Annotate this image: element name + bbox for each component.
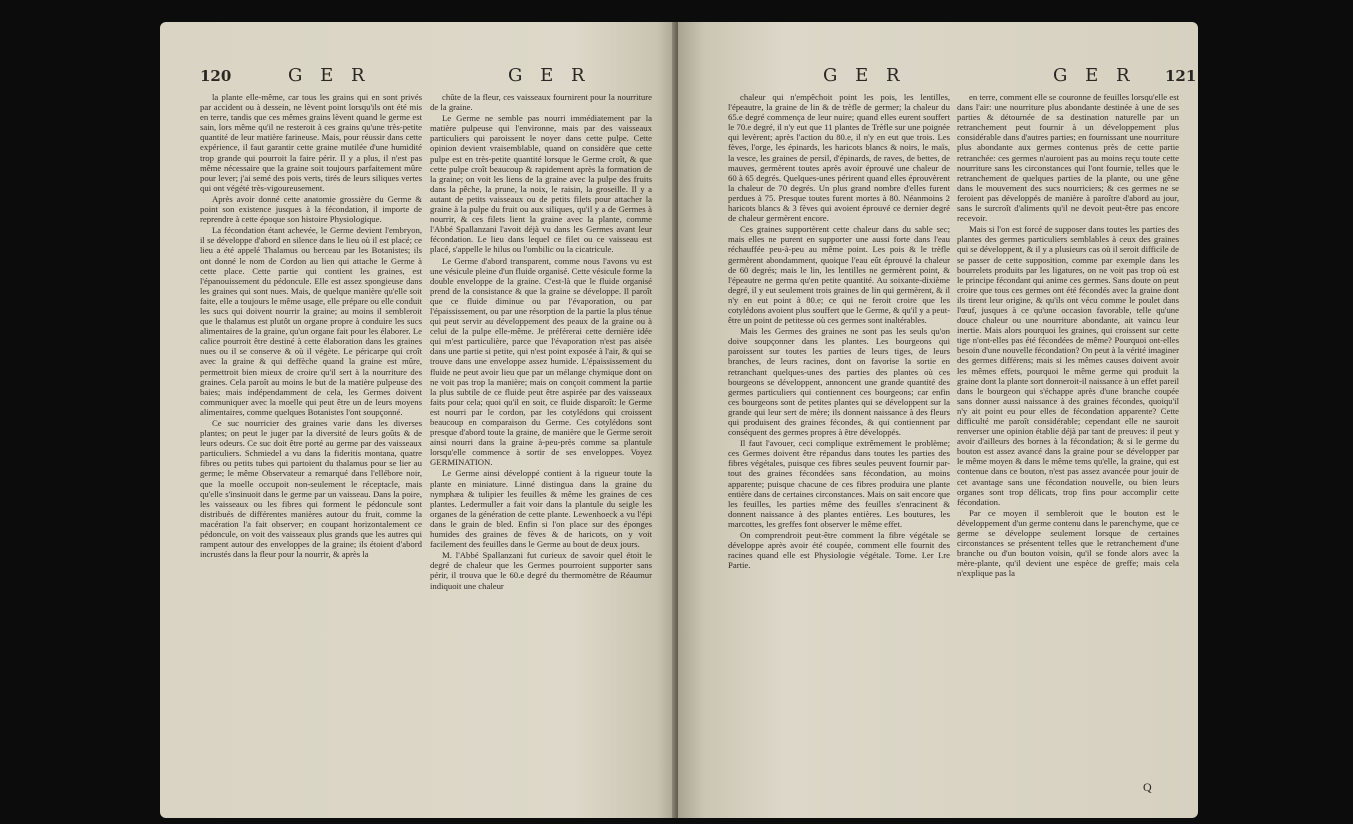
left-page-header	[160, 67, 678, 93]
paragraph: Mais si l'on est forcé de supposer dans toutes les parties des plantes des germes particuliers semblables à ceux des graines qui se développent, & il y a plusieurs cas où il seroit difficile de se passer de cette supposition, comme par exemple dans les bourrelets produits par les ligatures, on ne voit pas trop où est le principe fécondant qui anime ces germes. Sans doute on peut croire que tous ces germes ont été fécondés avec la graine dont ils tirent leur origine, & qu'ils ont vécu comme le poulet dans l'œuf, jusques à ce qu'une occasion favorable, telle qu'une douce chaleur ou une nourriture abondante, ait vaincu leur inertie. Mais alors pourquoi les graines, qui croissent sur cette tige n'ont-elles pas été fécondées de même? Pourquoi ont-elles besoin d'une nouvelle fécondation? On peut à la vérité imaginer des germes différens; mais si les mêmes causes doivent avoir les mêmes effets, pourquoi le même germe qui produit la graine dont la plante sort donneroit-il naissance à un effet pareil dans le bourgeon qui s'échappe après d'une branche coupée sans donner aussi naissance à des graines fécondes, quoiqu'il n'y ait point eu pour elles de fécondation apparente? Cette difficulté me paroît considérable; cependant elle ne sauroit renverser une opinion établie déjà par tant de preuves: il peut y avoir d'ailleurs des bornes à la fécondation; & si le germe du bouton est assez avancé dans la graine pour se développer par le même moyen & dans le même tems qu'elle, la graine, qui est contenue dans ce bouton, n'est pas assez avancée pour jouir de cet avantage sans une fécondation nouvelle, ou bien leurs organes sont trop délicats, trop fins pour accomplir cette fécondation.	[957, 224, 1179, 507]
text-column	[957, 92, 1179, 774]
paragraph: Le Germe ne semble pas nourri immédiatement par la matière pulpeuse qui l'environne, mais par des vaisseaux particuliers qui paroissent le noyer dans cette pulpe. Cette opinion devient vraisemblable, quand on considère que cette pulpe est en très-petite quantité lorsque le Germe croît, & que cette pulpe croît beaucoup & rapidement après la formation de la graine; on voit les liens de la graine avec la pulpe des fruits dans la pêche, la prune, la noix, le raisin, la groseille. Il y a autant de petits vaisseaux ou de petits filets pour attacher la graine à la pulpe du fruit ou aux siliques, qu'il y a de Germes à nourrir, & ces filets lient la graine avec la plante, comme l'Abbé Spallanzani l'avoit déjà vu dans les Germes avant leur fécondation. Le lieu dans lequel ce filet ou ce vaisseau est placé, s'appelle le hilus ou l'ombilic ou la cicatricule.	[430, 113, 652, 255]
paragraph: Le Germe d'abord transparent, comme nous l'avons vu est une vésicule pleine d'un fluide organisé. Cette vésicule forme la double enveloppe de la graine. C'est-là que le fluide organisé prend de la consistance & que la graine se développe. Il paroît que ce fluide diminue ou par l'évaporation, ou par l'épaississement, ou par une résorption de la partie la plus ténue qui peut servir au développement des peaux de la graine ou à celui de la pulpe elle-même. Je préférerai cette dernière idée qui m'est particulière, parce que l'évaporation n'est pas aisée dans une partie si petite, qui n'est point exposée à l'air, & qui se trouve dans une enveloppe assez humide. L'épaississement du fluide ne peut avoir lieu que par un mélange chymique dont on ne voit pas trop la manière; mais on conçoit comment la partie la plus subtile de ce fluide peut être aspirée par des vaisseaux faits pour cela; quoi qu'il en soit, ce fluide disparoît: le Germe est nourri par le cordon, par les cotylédons qui croissent beaucoup en comparaison du Germe. Ces cotylédons sont presque d'abord toute la graine, de manière que le Germe seroit ainsi nourri dans la graine à-peu-près comme sa plantule lorsqu'elle commence à sortir de ses enveloppes. Voyez GERMINATION.	[430, 255, 652, 468]
running-head: G E R	[1053, 65, 1136, 86]
right-page	[678, 22, 1198, 818]
paragraph: Par ce moyen il sembleroit que le bouton est le développement d'un germe contenu dans le parenchyme, que ce germe se développe seulement lorsque de certaines circonstances se présentent telles que le retranchement d'une branche ou d'un bouton voisin, qu'il se fonde alors avec la mère-plante, qu'il devient une espèce de greffe; mais cela n'explique pas la	[957, 507, 1179, 579]
paragraph: la plante elle-même, car tous les grains qui en sont privés par accident ou à dessein, ne lèvent point lorsqu'ils ont été mis en terre, tandis que ces mêmes grains lèvent quand le germe est sain, lors même qu'il ne resteroit à ces grains qu'une très-petite quantité de leur matière farineuse. Mais, pour réussir dans cette expérience, il faut garantir cette graine mutilée d'une humidité trop grande qui pourroit la faire périr. Il y a plus, il n'est pas même nécessaire que la graine soit toujours parfaitement mûre pour lever; j'ai semé des pois verts, tirés de leurs siliques vertes qui ont végété très-vigoureusement.	[200, 92, 422, 193]
paragraph: Il faut l'avouer, ceci complique extrêmement le problème; ces Germes doivent être répandus dans toutes les parties des fibres végétales, puisque ces fibres seules peuvent fournir par-tout des graines fécondées sans fécondation, au moins apparente; puisque chacune de ces fibres produira une plante entière dans de certaines circonstances. Mais on sait encore que les feuilles, les parties même des feuilles s'enracinent & donnent naissance à des plantes entières. Les boutures, les marcottes, les greffes font observer le même effet.	[728, 438, 950, 529]
text-column	[430, 92, 652, 792]
paragraph: La fécondation étant achevée, le Germe devient l'embryon, il se développe d'abord en silence dans le lieu où il est placé; ce lieu a été appelé Thalamus ou berceau par les Botanistes; ils ont donné le nom de Cordon au lien qui attache le Germe à cette place. Cette partie qui contient les graines, est l'épanouissement du pédoncule. Elle est assez spongieuse dans les graines qui sont nues. Mais, de quelque manière qu'elle soit faite, elle a toujours le même usage, elle prépare ou elle conduit les sucs qui doivent nourrir la graine; au moins il sembleroit que le thalamus est plutôt un organe propre à conduire les sucs alimentaires de la graine, qu'un organe fait pour les élaborer. Le calice pourroit être destiné à cette élaboration dans les graines nues ou il se conserve & où il végète. Le péricarpe qui croît avec la graine & qui deffèche quand la graine est mûre, permettroit bien mieux de croire qu'il sert à la nourriture des graines. Cela paroît au moins le but de la matière pulpeuse des baies; mais indépendamment de cela, les Germes doivent communiquer avec la moelle qui peut être un de leurs moyens alimentaires, comme quelques Botanistes l'ont soupçonné.	[200, 225, 422, 417]
right-page-header	[678, 67, 1198, 93]
paragraph: Ce suc nourricier des graines varie dans les diverses plantes; on peut le juger par la diversité de leurs goûts & de leurs odeurs. Ce suc doit être porté au germe par des vaisseaux particuliers. Schmiedel a vu dans la fideritis montana, quatre fibres ou petits tubes qui partoient du thalamus pour se lier au germe; le même Observateur a remarqué dans l'ellébore noir, que la moelle occupoit non-seulement le réceptacle, mais qu'elle s'insinuoit dans le germe par un vaisseau. Dans la poire, les vaisseaux ou les fibres qui forment le pédoncule sont distribués de différentes manières autour du fruit, comme la macération l'a fait observer; en coupant horizontalement ce pédoncule, on voit des vaisseaux plus grands que les autres qui rampent autour des enveloppes de la graine; ils étoient d'abord incrustés dans la fleur pour la nourrir, & après la	[200, 418, 422, 560]
paragraph: Après avoir donné cette anatomie grossière du Germe & point son existence jusques à la fécondation, il importe de reprendre à cette époque son histoire Physiologique.	[200, 193, 422, 225]
page-number: 121	[1165, 67, 1197, 85]
running-head: G E R	[508, 65, 591, 86]
paragraph: chaleur qui n'empêchoit point les pois, les lentilles, l'épeautre, la graine de lin & de trèfle de germer; la chaleur du 65.e degré commença de leur nuire; quand elles eurent souffert le 70.e degré, il n'y eut que 11 plantes de Trèfle sur une poignée qui levèrent; après l'action du 80.e, il n'y en eut que trois. Les fèves, l'orge, les épinards, les haricots blancs & noirs, le maïs, la vesce, les graines de persil, d'épinards, de raves, de bettes, de mauves, germèrent toutes après avoir éprouvé une chaleur de 60 à 65 degrés. Quelques-unes périrent quand elles éprouvèrent la chaleur de 70 degrés. Un plus grand nombre d'elles furent perdues à 75. Presque toutes furent mortes à 80. Néanmoins 2 haricots blancs & 3 fèves qui avoient éprouvé ce dernier degré de chaleur germèrent encore.	[728, 92, 950, 224]
signature-mark: Q	[1143, 780, 1152, 794]
paragraph: Ces graines supportèrent cette chaleur dans du sable sec; mais elles ne purent en supporter une aussi forte dans l'eau réchauffée peu-à-peu au même point. Les pois & le trèfle germèrent abondamment, quoique l'eau eût éprouvé la chaleur de 60 degrés; mais le lin, les lentilles ne germèrent point, & l'épeautre ne germa qu'en petite quantité. Au soixante-dixième degré, il y eut seulement trois graines de lin qui germèrent, & il n'y en eut point à 80.e; ce qui ne feroit croire que les cotylédons avoient plus souffert que le Germe, & qu'il y a peut-être un point de petitesse où ces germes sont inaltérables.	[728, 224, 950, 326]
paragraph: chûte de la fleur, ces vaisseaux fournirent pour la nourriture de la graine.	[430, 92, 652, 113]
left-page	[160, 22, 678, 818]
running-head: G E R	[288, 65, 371, 86]
text-column	[200, 92, 422, 792]
paragraph: Mais les Germes des graines ne sont pas les seuls qu'on doive soupçonner dans les plantes. Les bourgeons qui paroissent sur toutes les parties de leurs tiges, de leurs branches, de leurs racines, dont on favorise la sortie en retranchant quelques-unes des parties des plantes où ces bourgeons se développent, annoncent une grande quantité des germes particuliers qui contiennent ces bourgeons; car enfin ces bourgeons sont de petites plantes qui se développent sur la grande qui leur sert de mère; ils donnent naissance à des fleurs qui produisent des graines fécondes, & qui contiennent par conséquent des germes propres à être développés.	[728, 326, 950, 438]
text-column	[728, 92, 950, 792]
paragraph: On comprendroit peut-être comment la fibre végétale se développe après avoir été coupée, comment elle fournit des racines quand elle est Physiologie végétale. Tome. I.er I.re Partie.	[728, 530, 950, 571]
running-head: G E R	[823, 65, 906, 86]
page-number: 120	[200, 67, 232, 85]
paragraph: en terre, comment elle se couronne de feuilles lorsqu'elle est dans l'air: une nourriture plus abondante destinée à une de ses parties & détournée de sa destination naturelle par un retranchement peut fournir à un développement plus considérable dans d'autres parties; en fournissant une nourriture plus abondante aux germes contenus près de cette partie retranchée: ces germes n'auroient pas au moins reçu toute cette nourriture sans les circonstances qui l'ont fournie, telles que le retranchement de quelques parties de la plante, ou une gêne dans le mouvement des sucs nourriciers; & ces germes ne se feroient pas développés de manière à paroître d'abord au jour, sans le surcroît d'aliments qu'il ne devoit peut-être pas encore recevoir.	[957, 92, 1179, 224]
paragraph: M. l'Abbé Spallanzani fut curieux de savoir quel étoit le degré de chaleur que les Germes pourroient supporter sans périr, il trouva que le 60.e degré du thermomètre de Réaumur indiquoit une chaleur	[430, 550, 652, 591]
paragraph: Le Germe ainsi développé contient à la rigueur toute la plante en miniature. Linné distingua dans la graine du nymphæa & tulipier les feuilles & même les graines de ces plantes. Ledermuller a fait voir dans la plantule du seigle les organes de la génération de cette plante. Lewenhoeck a vu l'épi dans le grain de bled. Enfin si l'on place sur des éponges humides des graines de fèves & de haricots, on y voit facilement des feuilles dans le Germe au bout de deux jours.	[430, 468, 652, 550]
